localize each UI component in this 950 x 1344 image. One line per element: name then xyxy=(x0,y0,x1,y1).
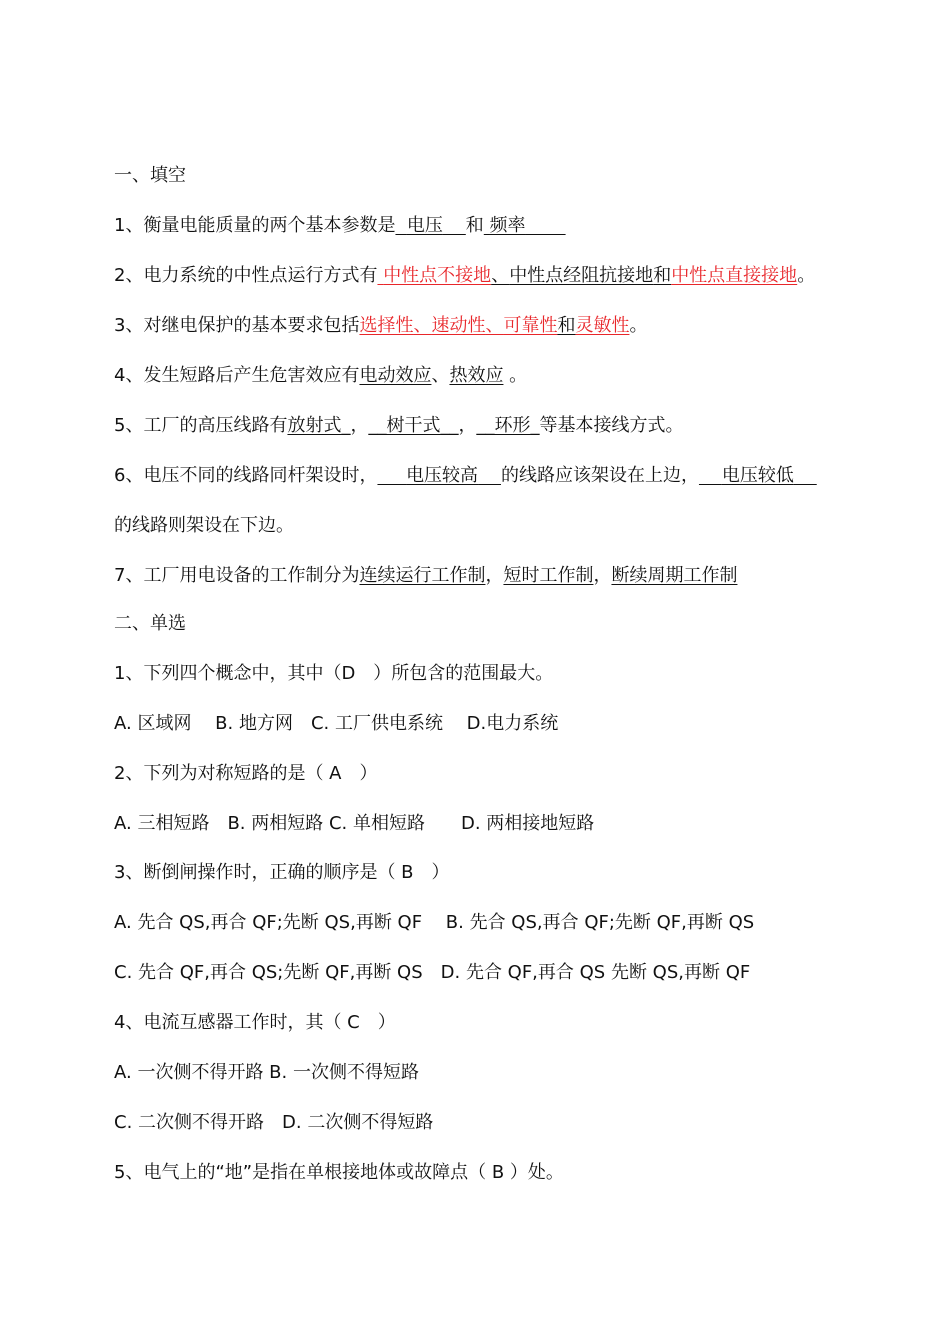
question-3: 3、对继电保护的基本要求包括选择性、速动性、可靠性和灵敏性。 xyxy=(114,315,648,336)
answer-higher-voltage: 电压较高 xyxy=(406,465,479,486)
section-title-single-choice: 二、单选 xyxy=(114,613,186,634)
answer-thermal: 热效应 xyxy=(449,365,504,386)
answer-sensitivity: 灵敏性 xyxy=(575,315,630,336)
answer-intermittent-duty: 断续周期工作制 xyxy=(611,565,738,586)
answer-solidly-grounded: 中性点直接接地 xyxy=(671,265,798,286)
mc-question-1: 1、下列四个概念中，其中（D ）所包含的范围最大。 xyxy=(114,663,554,684)
question-1: 1、衡量电能质量的两个基本参数是 电压 和 频率 xyxy=(114,213,566,239)
mc-question-2: 2、下列为对称短路的是（ A ） xyxy=(114,763,378,784)
question-6-line-1: 6、电压不同的线路同杆架设时， 电压较高 的线路应该架设在上边， 电压较低 xyxy=(114,463,817,489)
mc-options-4-line-2: C. 二次侧不得开路 D. 二次侧不得短路 xyxy=(114,1112,434,1133)
answer-ring: __环形_ xyxy=(476,415,540,436)
question-5: 5、工厂的高压线路有放射式_，__树干式__，__环形_等基本接线方式。 xyxy=(114,415,684,436)
answer-speed: 速动性 xyxy=(431,315,486,336)
question-7: 7、工厂用电设备的工作制分为连续运行工作制，短时工作制，断续周期工作制 xyxy=(114,565,738,586)
answer-short-time-duty: 短时工作制 xyxy=(503,565,594,586)
answer-trunk: __树干式__ xyxy=(368,415,459,436)
answer-continuous-duty: 连续运行工作制 xyxy=(359,565,486,586)
answer-lower-voltage: 电压较低 xyxy=(721,465,794,486)
answer-voltage: 电压 xyxy=(406,215,443,236)
answer-reliability: 可靠性 xyxy=(503,315,558,336)
mc-options-1: A. 区域网 B. 地方网 C. 工厂供电系统 D.电力系统 xyxy=(114,713,559,734)
mc-question-4: 4、电流互感器工作时，其（ C ） xyxy=(114,1012,396,1033)
mc-options-3-line-1: A. 先合 QS,再合 QF;先断 QS,再断 QF B. 先合 QS,再合 QF;先断 QF,再断 QS xyxy=(114,912,755,933)
mc-options-4-line-1: A. 一次侧不得开路 B. 一次侧不得短路 xyxy=(114,1062,419,1083)
answer-electrodynamic: 电动效应 xyxy=(359,365,432,386)
answer-radial: 放射式_ xyxy=(287,415,351,436)
answer-selectivity: 选择性 xyxy=(359,315,414,336)
answer-frequency: 频率 xyxy=(489,215,526,236)
mc-options-2: A. 三相短路 B. 两相短路 C. 单相短路 D. 两相接地短路 xyxy=(114,813,595,834)
answer-impedance-grounded: 中性点经阻抗接地 xyxy=(509,265,654,286)
mc-question-3: 3、断倒闸操作时，正确的顺序是（ B ） xyxy=(114,862,450,883)
mc-options-3-line-2: C. 先合 QF,再合 QS;先断 QF,再断 QS D. 先合 QF,再合 QS 先断 QS,再断 QF xyxy=(114,962,751,983)
question-6-line-2: 的线路则架设在下边。 xyxy=(114,515,294,536)
answer-ungrounded: 中性点不接地 xyxy=(383,265,492,286)
mc-question-5: 5、电气上的“地”是指在单根接地体或故障点（ B ）处。 xyxy=(114,1162,564,1183)
question-2: 2、电力系统的中性点运行方式有 中性点不接地、中性点经阻抗接地和中性点直接接地。 xyxy=(114,265,816,286)
section-title-fill-blank: 一、填空 xyxy=(114,165,186,186)
question-4: 4、发生短路后产生危害效应有电动效应、热效应 。 xyxy=(114,365,528,386)
